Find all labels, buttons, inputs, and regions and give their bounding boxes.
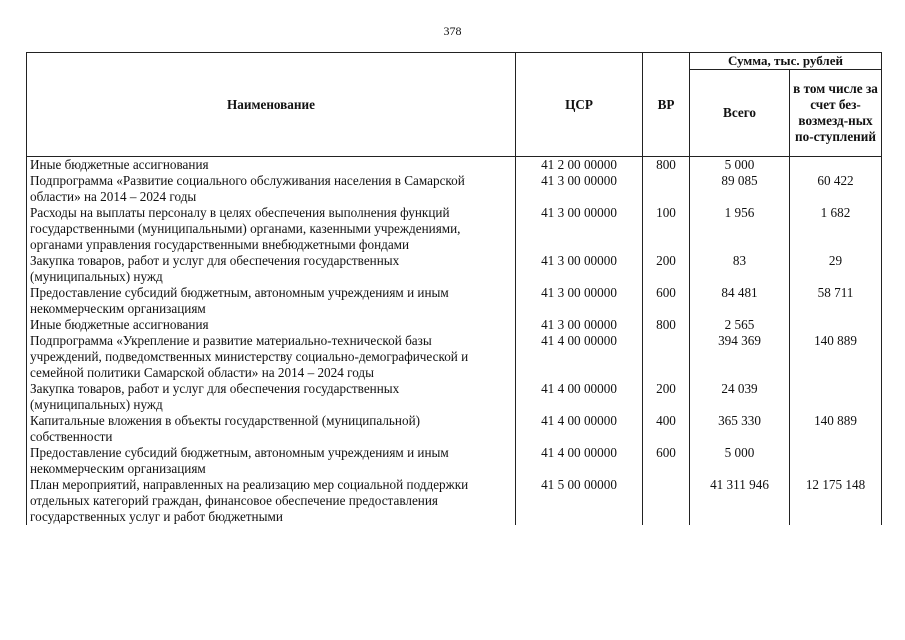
cell-name: Подпрограмма «Укрепление и развитие материально-технической базы учреждений, подведомственных министерству социально-демографической и семейной политики Самарской области» на 2014 – 2024 годы (27, 333, 516, 381)
cell-free: 12 175 148 (790, 477, 882, 525)
table-row (27, 157, 882, 174)
cell-total: 83 (690, 253, 790, 285)
cell-free (790, 317, 882, 333)
cell-name: Иные бюджетные ассигнования (27, 317, 516, 333)
cell-name: План мероприятий, направленных на реализацию мер социальной поддержки отдельных категорий граждан, финансовое обеспечение предоставления государственных услуг и работ бюджетными (27, 477, 516, 525)
cell-free (790, 445, 882, 477)
cell-csr: 41 4 00 00000 (516, 445, 643, 477)
table-row (27, 445, 882, 477)
header-vr: ВР (643, 53, 690, 157)
cell-csr: 41 3 00 00000 (516, 285, 643, 317)
page-number: 378 (443, 24, 462, 38)
cell-csr: 41 3 00 00000 (516, 253, 643, 285)
table-row (27, 333, 882, 381)
cell-total: 5 000 (690, 157, 790, 174)
cell-csr: 41 2 00 00000 (516, 157, 643, 174)
cell-name: Предоставление субсидий бюджетным, автономным учреждениям и иным некоммерческим организациям (27, 285, 516, 317)
cell-name: Предоставление субсидий бюджетным, автономным учреждениям и иным некоммерческим организациям (27, 445, 516, 477)
table-row (27, 173, 882, 205)
header-total: Всего (690, 70, 790, 157)
cell-name: Капитальные вложения в объекты государственной (муниципальной) собственности (27, 413, 516, 445)
cell-free (790, 157, 882, 174)
cell-vr: 200 (643, 381, 690, 413)
cell-vr: 800 (643, 317, 690, 333)
cell-free: 140 889 (790, 333, 882, 381)
cell-vr: 600 (643, 285, 690, 317)
cell-vr (643, 333, 690, 381)
table-row (27, 413, 882, 445)
table-row (27, 317, 882, 333)
cell-name: Иные бюджетные ассигнования (27, 157, 516, 174)
table-row (27, 381, 882, 413)
budget-table (26, 52, 882, 525)
cell-total: 41 311 946 (690, 477, 790, 525)
cell-name: Закупка товаров, работ и услуг для обеспечения государственных (муниципальных) нужд (27, 381, 516, 413)
cell-total: 1 956 (690, 205, 790, 253)
table-row (27, 285, 882, 317)
header-amount: Сумма, тыс. рублей (690, 53, 882, 70)
cell-csr: 41 5 00 00000 (516, 477, 643, 525)
cell-free: 60 422 (790, 173, 882, 205)
cell-total: 24 039 (690, 381, 790, 413)
cell-vr (643, 173, 690, 205)
cell-total: 5 000 (690, 445, 790, 477)
cell-free: 1 682 (790, 205, 882, 253)
cell-vr: 400 (643, 413, 690, 445)
cell-csr: 41 3 00 00000 (516, 317, 643, 333)
table-body (27, 157, 882, 526)
cell-vr: 800 (643, 157, 690, 174)
header-name: Наименование (27, 53, 516, 157)
cell-csr: 41 3 00 00000 (516, 205, 643, 253)
cell-name: Закупка товаров, работ и услуг для обеспечения государственных (муниципальных) нужд (27, 253, 516, 285)
cell-vr: 200 (643, 253, 690, 285)
table-row (27, 205, 882, 253)
header-csr: ЦСР (516, 53, 643, 157)
cell-csr: 41 4 00 00000 (516, 413, 643, 445)
cell-csr: 41 3 00 00000 (516, 173, 643, 205)
cell-free (790, 381, 882, 413)
cell-vr: 600 (643, 445, 690, 477)
cell-free: 58 711 (790, 285, 882, 317)
cell-total: 2 565 (690, 317, 790, 333)
cell-free: 140 889 (790, 413, 882, 445)
table-row (27, 477, 882, 525)
header-free: в том числе за счет без-возмезд-ных по-ступлений (790, 70, 882, 157)
cell-total: 84 481 (690, 285, 790, 317)
cell-total: 365 330 (690, 413, 790, 445)
cell-csr: 41 4 00 00000 (516, 381, 643, 413)
table-row (27, 253, 882, 285)
cell-name: Подпрограмма «Развитие социального обслуживания населения в Самарской области» на 2014 – 2024 годы (27, 173, 516, 205)
cell-name: Расходы на выплаты персоналу в целях обеспечения выполнения функций государственными (муниципальными) органами, казенными учреждениями, органами управления государственными внебюджетными фондами (27, 205, 516, 253)
cell-total: 89 085 (690, 173, 790, 205)
cell-free: 29 (790, 253, 882, 285)
cell-total: 394 369 (690, 333, 790, 381)
cell-vr (643, 477, 690, 525)
cell-csr: 41 4 00 00000 (516, 333, 643, 381)
cell-vr: 100 (643, 205, 690, 253)
